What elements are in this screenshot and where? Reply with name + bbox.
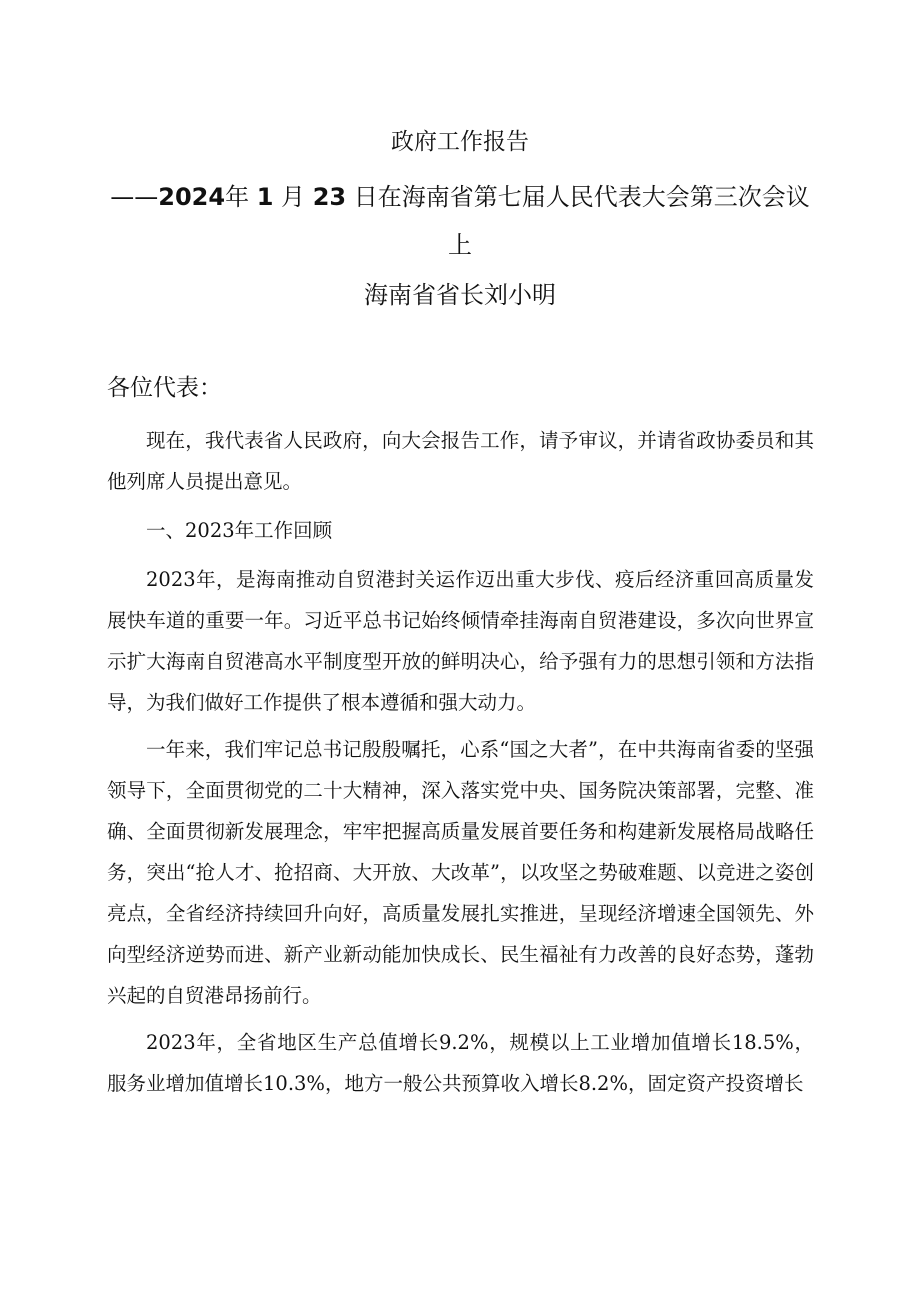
subtitle-rest-line1: 日在海南省第七届人民代表大会第三次会议: [353, 183, 810, 211]
subtitle-rest-line2: 上: [448, 231, 472, 259]
subtitle-year: 2024: [158, 183, 226, 211]
report-title: 政府工作报告: [391, 129, 529, 155]
paragraph-intro: 现在，我代表省人民政府，向大会报告工作，请予审议，并请省政协委员和其他列席人员提出意见。: [107, 429, 814, 493]
paragraph-review: 2023年，是海南推动自贸港封关运作迈出重大步伐、疫后经济重回高质量发展快车道的重要一年。习近平总书记始终倾情牵挂海南自贸港建设，多次向世界宣示扩大海南自贸港高水平制度型开放的鲜明决心，给予强有力的思想引领和方法指导，为我们做好工作提供了根本遵循和强大动力。: [107, 568, 814, 714]
paragraph-achievements: 一年来，我们牢记总书记殷殷嘱托，心系“国之大者”，在中共海南省委的坚强领导下，全面贯彻党的二十大精神，深入落实党中央、国务院决策部署，完整、准确、全面贯彻新发展理念，牢牢把握高质量发展首要任务和构建新发展格局战略任务，突出“抢人才、抢招商、大开放、大改革”，以攻坚之势破难题、以竞进之姿创亮点，全省经济持续回升向好，高质量发展扎实推进，呈现经济增速全国领先、外向型经济逆势而进、新产业新动能加快成长、民生福祉有力改善的良好态势，蓬勃兴起的自贸港昂扬前行。: [107, 738, 814, 1007]
subtitle-month: 1: [256, 183, 274, 211]
subtitle-dash: ——: [110, 183, 159, 211]
salutation: 各位代表：: [107, 375, 222, 401]
subtitle-day: 23: [312, 183, 347, 211]
report-author: 海南省省长刘小明: [364, 281, 556, 309]
subtitle-year-unit: 年: [225, 183, 250, 211]
report-body: [107, 420, 814, 1104]
section-heading: 一、2023年工作回顾: [146, 519, 333, 542]
report-subtitle: [100, 173, 820, 269]
subtitle-month-unit: 月: [281, 183, 306, 211]
paragraph-statistics: 2023年，全省地区生产总值增长9.2%，规模以上工业增加值增长18.5%，服务业增加值增长10.3%，地方一般公共预算收入增长8.2%，固定资产投资增长: [107, 1031, 814, 1095]
